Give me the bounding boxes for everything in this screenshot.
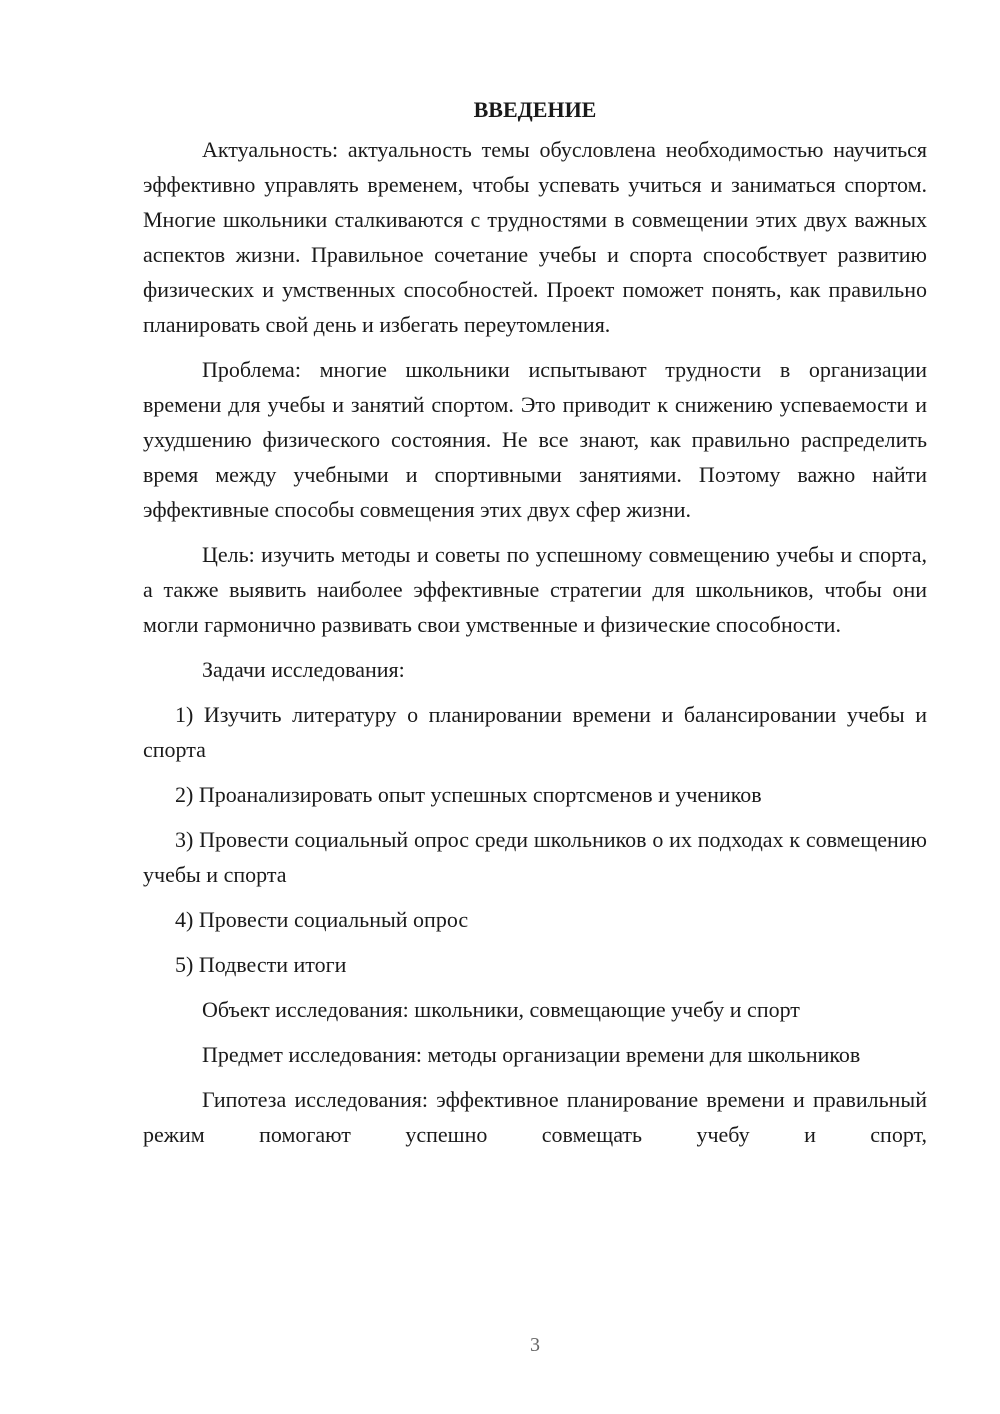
task-item-2: 2) Проанализировать опыт успешных спортсменов и учеников (175, 782, 762, 807)
tasks-heading: Задачи исследования: (202, 657, 405, 682)
paragraph-hypothesis: Гипотеза исследования: эффективное планирование времени и правильный режим помогают успешно совмещать учебу и спорт, (143, 1087, 927, 1147)
page-number: 3 (530, 1334, 540, 1356)
page-title: ВВЕДЕНИЕ (473, 97, 597, 122)
task-item-5: 5) Подвести итоги (175, 952, 347, 977)
paragraph-subject: Предмет исследования: методы организации времени для школьников (202, 1042, 861, 1067)
paragraph-goal: Цель: изучить методы и советы по успешному совмещению учебы и спорта, а также выявить наиболее эффективные стратегии для школьников, чтобы они могли гармонично развивать свои умственные и физические способности. (143, 542, 927, 637)
task-item-3: 3) Провести социальный опрос среди школьников о их подходах к совмещению учебы и спорта (143, 827, 927, 887)
paragraph-relevance: Актуальность: актуальность темы обусловлена необходимостью научиться эффективно управлять временем, чтобы успевать учиться и заниматься спортом. Многие школьники сталкиваются с трудностями в совмещении этих двух важных аспектов жизни. Правильное сочетание учебы и спорта способствует развитию физических и умственных способностей. Проект поможет понять, как правильно планировать свой день и избегать переутомления. (143, 137, 927, 337)
paragraph-problem: Проблема: многие школьники испытывают трудности в организации времени для учебы и занятий спортом. Это приводит к снижению успеваемости и ухудшению физического состояния. Не все знают, как правильно распределить время между учебными и спортивными занятиями. Поэтому важно найти эффективные способы совмещения этих двух сфер жизни. (143, 357, 927, 522)
task-item-4: 4) Провести социальный опрос (175, 907, 469, 932)
paragraph-object: Объект исследования: школьники, совмещающие учебу и спорт (202, 997, 800, 1022)
page-content (143, 92, 927, 1162)
task-item-1: 1) Изучить литературу о планировании времени и балансировании учебы и спорта (143, 702, 927, 762)
